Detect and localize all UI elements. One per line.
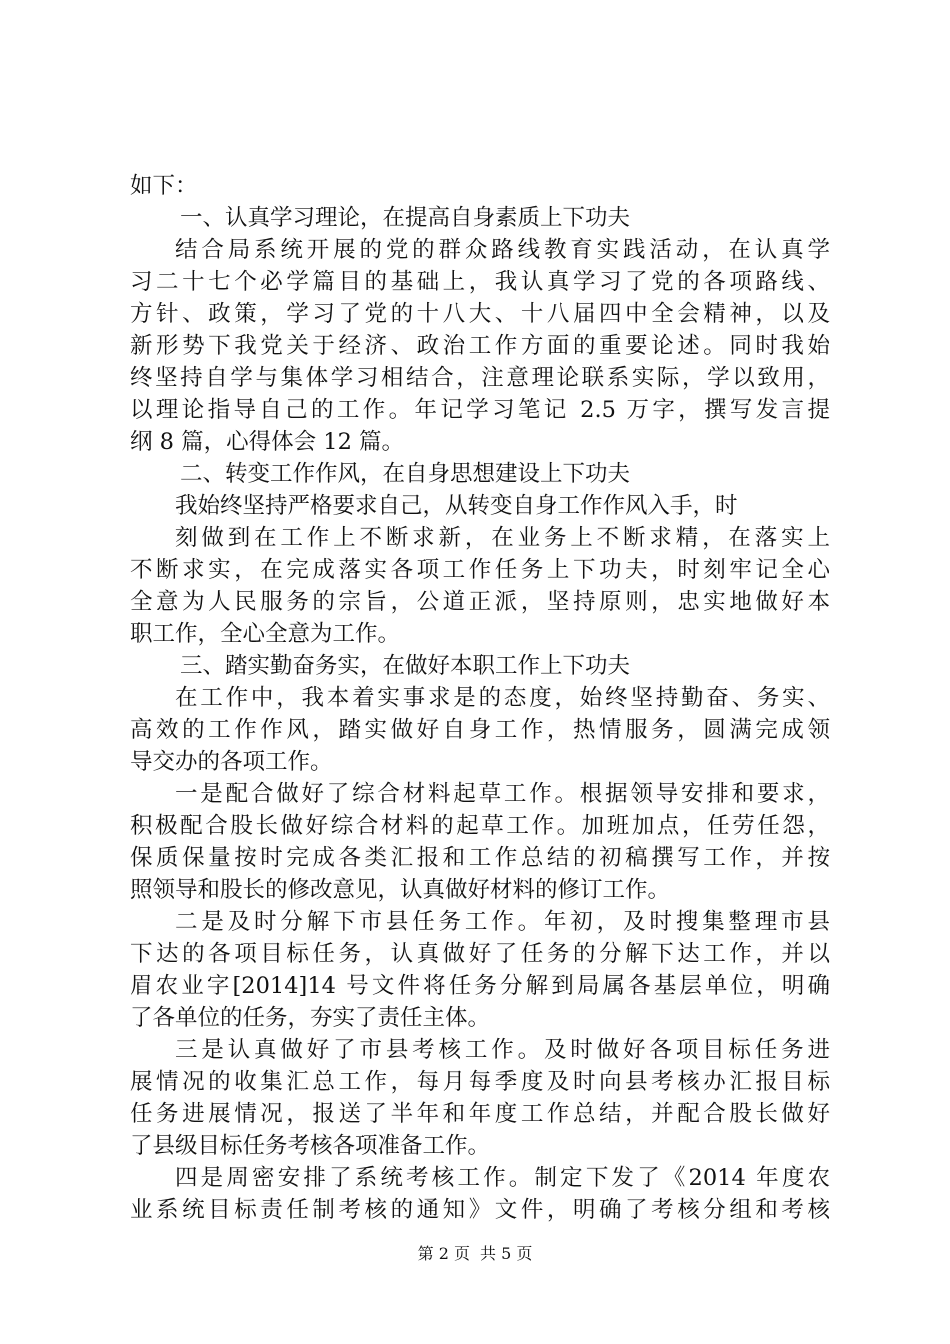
text-line: 积极配合股长做好综合材料的起草工作。加班加点，任劳任怨， [130,813,830,839]
text-line: 四是周密安排了系统考核工作。制定下发了《2014 年度农 [175,1165,830,1191]
text-line: 全意为人民服务的宗旨，公道正派，坚持原则，忠实地做好本 [130,589,830,615]
text-line: 眉农业字[2014]14 号文件将任务分解到局属各基层单位，明确 [130,973,830,999]
section-heading: 一、认真学习理论，在提高自身素质上下功夫 [180,205,631,231]
text-line: 导交办的各项工作。 [130,749,333,775]
text-line: 了各单位的任务，夯实了责任主体。 [130,1005,491,1031]
text-line: 一是配合做好了综合材料起草工作。根据领导安排和要求， [175,781,830,807]
page-total: 共 5 页 [480,1244,533,1263]
section-heading: 三、踏实勤奋务实，在做好本职工作上下功夫 [180,653,631,679]
text-line: 新形势下我党关于经济、政治工作方面的重要论述。同时我始 [130,333,830,359]
text-line: 以理论指导自己的工作。年记学习笔记 2.5 万字，撰写发言提 [130,397,830,423]
text-line: 职工作，全心全意为工作。 [130,621,401,647]
text-line: 高效的工作作风，踏实做好自身工作，热情服务，圆满完成领 [130,717,830,743]
text-line: 结合局系统开展的党的群众路线教育实践活动，在认真学 [175,237,830,263]
text-line: 下达的各项目标任务，认真做好了任务的分解下达工作，并以 [130,941,830,967]
page-footer [0,1244,950,1264]
text-line: 业系统目标责任制考核的通知》文件，明确了考核分组和考核 [130,1197,830,1223]
text-line: 如下： [130,173,198,199]
text-line: 方针、政策，学习了党的十八大、十八届四中全会精神，以及 [130,301,830,327]
text-line: 二是及时分解下市县任务工作。年初，及时搜集整理市县 [175,909,830,935]
text-line: 我始终坚持严格要求自己，从转变自身工作作风入手，时 [175,493,738,519]
text-line: 任务进展情况，报送了半年和年度工作总结，并配合股长做好 [130,1101,830,1127]
section-heading: 二、转变工作作风，在自身思想建设上下功夫 [180,461,631,487]
text-line: 不断求实，在完成落实各项工作任务上下功夫，时刻牢记全心 [130,557,830,583]
text-line: 纲 8 篇，心得体会 12 篇。 [130,429,405,455]
text-line: 展情况的收集汇总工作，每月每季度及时向县考核办汇报目标 [130,1069,830,1095]
text-line: 在工作中，我本着实事求是的态度，始终坚持勤奋、务实、 [175,685,830,711]
text-line: 照领导和股长的修改意见，认真做好材料的修订工作。 [130,877,671,903]
document-body [130,170,830,1226]
page-number: 第 2 页 [417,1244,470,1263]
text-line: 终坚持自学与集体学习相结合，注意理论联系实际，学以致用， [130,365,830,391]
text-line: 刻做到在工作上不断求新，在业务上不断求精，在落实上 [175,525,830,551]
text-line: 保质保量按时完成各类汇报和工作总结的初稿撰写工作，并按 [130,845,830,871]
text-line: 三是认真做好了市县考核工作。及时做好各项目标任务进 [175,1037,830,1063]
text-line: 习二十七个必学篇目的基础上，我认真学习了党的各项路线、 [130,269,830,295]
text-line: 了县级目标任务考核各项准备工作。 [130,1133,491,1159]
